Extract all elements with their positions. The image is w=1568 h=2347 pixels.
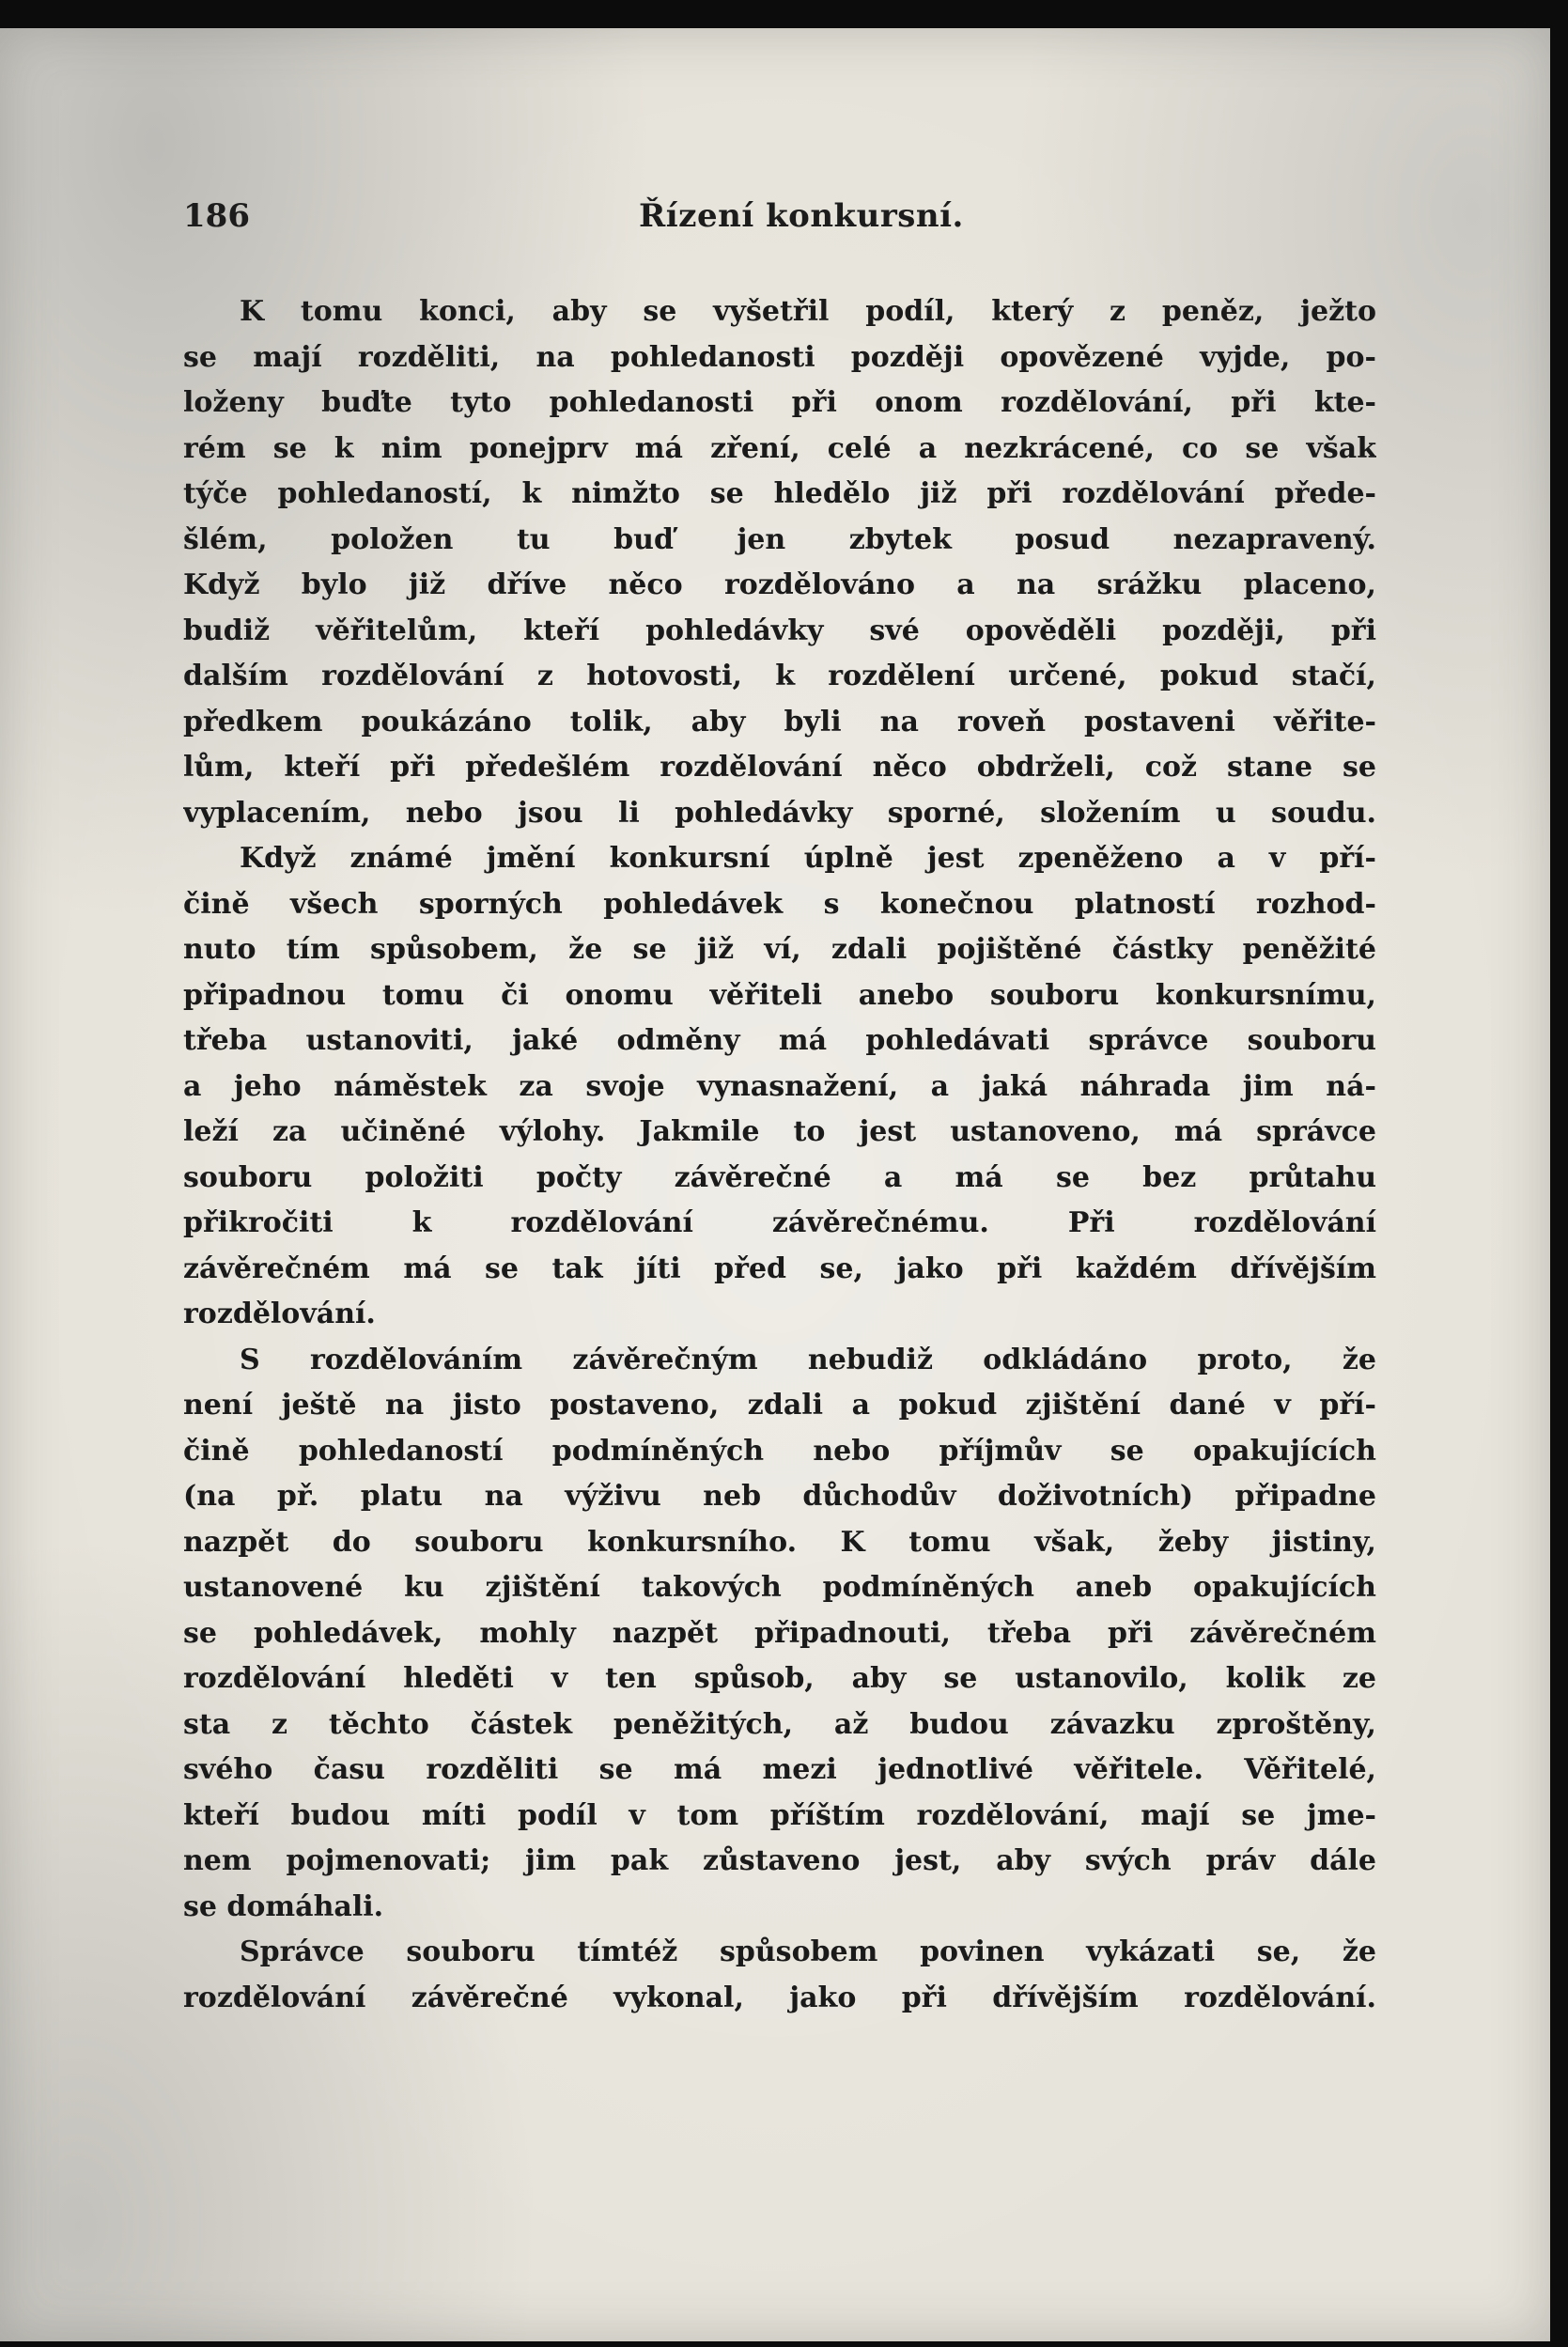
text-line: Když známé jmění konkursní úplně jest zpeněženo a v pří- (240, 842, 1376, 875)
text-line: závěrečném má se tak jíti před se, jako při každém dřívějším (183, 1251, 1376, 1285)
text-line: čině všech sporných pohledávek s konečnou platností rozhod- (183, 887, 1376, 921)
text-line: se pohledávek, mohly nazpět připadnouti, třeba při závěrečném (183, 1616, 1376, 1650)
text-line: se domáhali. (183, 1889, 384, 1923)
text-line: dalším rozdělování z hotovosti, k rozdělení určené, pokud stačí, (183, 660, 1376, 692)
text-line: kteří budou míti podíl v tom příštím rozdělování, mají se jme- (183, 1798, 1376, 1832)
text-line: připadnou tomu či onomu věřiteli anebo souboru konkursnímu, (183, 978, 1376, 1012)
text-line: Když bylo již dříve něco rozdělováno a na srážku placeno, (183, 568, 1376, 601)
text-line: týče pohledaností, k nimžto se hledělo již při rozdělování přede- (183, 477, 1376, 510)
text-line: nem pojmenovati; jim pak zůstaveno jest, aby svých práv dále (183, 1844, 1376, 1877)
text-line: nuto tím spůsobem, že se již ví, zdali pojištěné částky peněžité (183, 933, 1376, 966)
text-line: K tomu konci, aby se vyšetřil podíl, který z peněz, ježto (240, 295, 1376, 328)
text-line: se mají rozděliti, na pohledanosti později opovězené vyjde, po- (183, 340, 1376, 374)
text-line: sta z těchto částek peněžitých, až budou závazku zproštěny, (183, 1707, 1376, 1741)
text-line: nazpět do souboru konkursního. K tomu však, žeby jistiny, (183, 1525, 1376, 1559)
text-line: rém se k nim ponejprv má zření, celé a nezkrácené, co se však (183, 431, 1376, 465)
text-line: budiž věřitelům, kteří pohledávky své opověděli později, při (183, 614, 1376, 647)
text-line: leží za učiněné výlohy. Jakmile to jest ustanoveno, má správce (183, 1115, 1376, 1148)
text-line: ustanovené ku zjištění takových podmíněných aneb opakujících (183, 1571, 1376, 1604)
text-line: předkem poukázáno tolik, aby byli na roveň postaveni věřite- (183, 705, 1376, 738)
text-line: svého času rozděliti se má mezi jednotlivé věřitele. Věřitelé, (183, 1753, 1376, 1786)
body-text (183, 289, 1376, 2021)
text-line: (na př. platu na výživu neb důchodův doživotních) připadne (183, 1480, 1376, 1513)
text-line: lům, kteří při předešlém rozdělování něco obdrželi, což stane se (183, 751, 1376, 784)
text-line: Správce souboru tímtéž spůsobem povinen vykázati se, že (240, 1935, 1376, 1968)
text-line: vyplacením, nebo jsou li pohledávky sporné, složením u soudu. (183, 796, 1376, 830)
page-header (183, 188, 1376, 244)
text-line: rozdělování. (183, 1298, 376, 1330)
text-line: souboru položiti počty závěrečné a má se bez průtahu (183, 1160, 1376, 1194)
text-line: a jeho náměstek za svoje vynasnažení, a jaká náhrada jim ná- (183, 1069, 1376, 1103)
text-line: rozdělování závěrečné vykonal, jako při dřívějším rozdělování. (183, 1981, 1376, 2014)
text-line: šlém, položen tu buď jen zbytek posud nezapravený. (183, 522, 1376, 556)
text-line: není ještě na jisto postaveno, zdali a pokud zjištění dané v pří- (183, 1389, 1376, 1422)
text-line: třeba ustanoviti, jaké odměny má pohledávati správce souboru (183, 1024, 1376, 1057)
text-line: přikročiti k rozdělování závěrečnému. Při rozdělování (183, 1206, 1376, 1239)
running-title: Řízení konkursní. (639, 197, 964, 235)
text-line: rozdělování hleděti v ten spůsob, aby se ustanovilo, kolik ze (183, 1662, 1376, 1695)
text-line: čině pohledaností podmíněných nebo příjmův se opakujících (183, 1434, 1376, 1468)
book-page (0, 28, 1550, 2341)
text-line: S rozdělováním závěrečným nebudiž odkládáno proto, že (240, 1343, 1376, 1376)
text-line: loženy buďte tyto pohledanosti při onom rozdělování, při kte- (183, 386, 1376, 419)
page-number: 186 (183, 197, 250, 235)
